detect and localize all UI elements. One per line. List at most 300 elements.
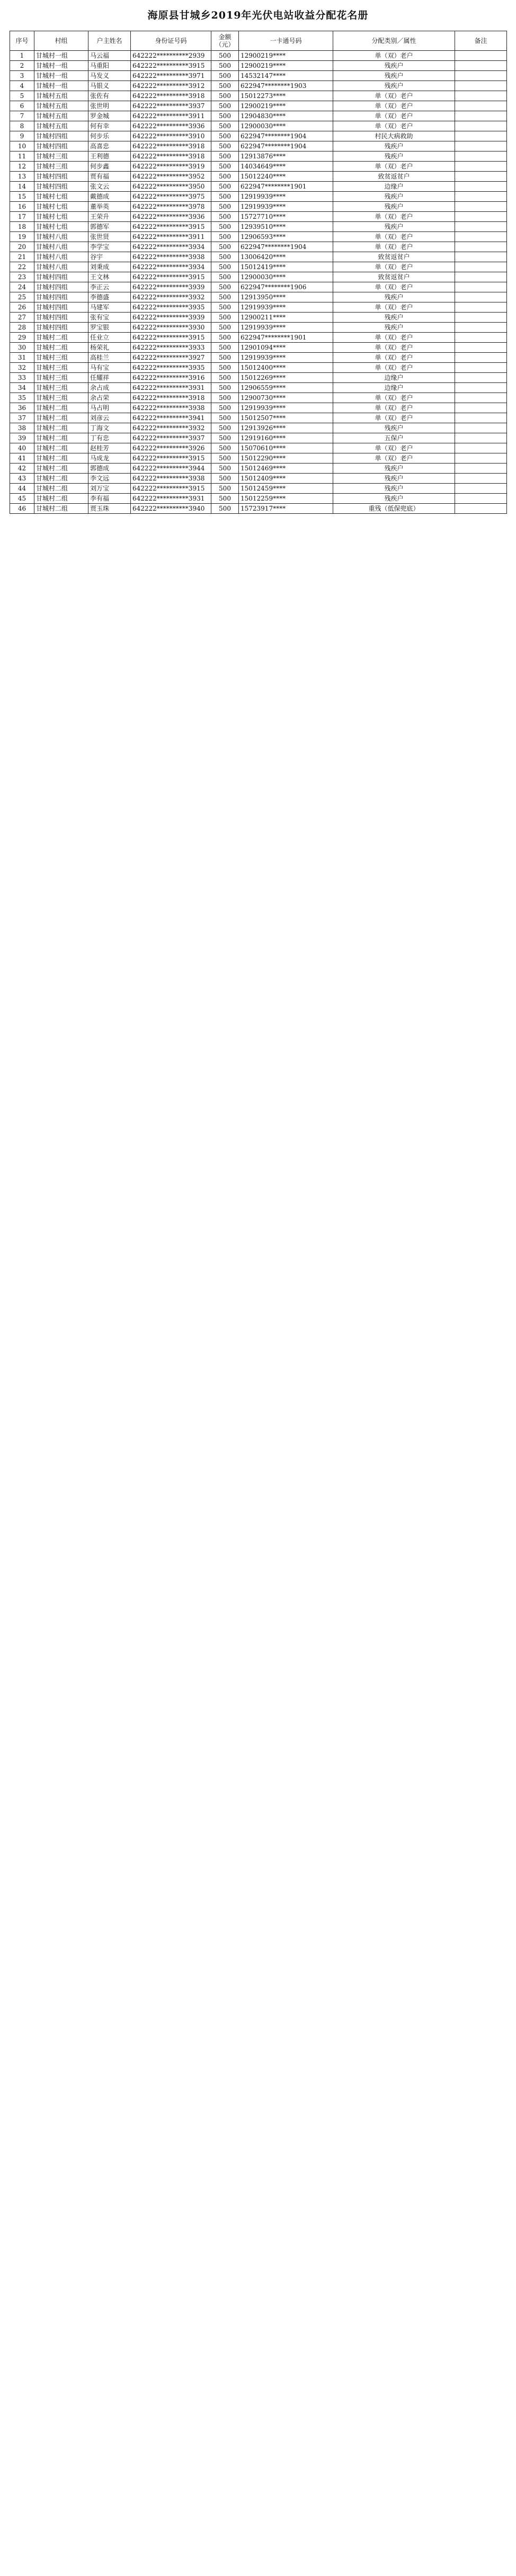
cell-account-number: 12919939**** [239, 403, 333, 413]
cell-no: 25 [10, 292, 34, 302]
cell-id-number: 642222**********3915 [131, 272, 211, 282]
cell-name: 余占荣 [88, 393, 131, 403]
cell-name: 马建军 [88, 302, 131, 313]
cell-village: 甘城村四组 [34, 323, 88, 333]
table-row [10, 272, 507, 282]
cell-no: 46 [10, 504, 34, 514]
cell-note [455, 403, 507, 413]
cell-id-number: 642222**********3935 [131, 302, 211, 313]
cell-note [455, 433, 507, 443]
header-category: 分配类别／属性 [333, 31, 455, 51]
cell-account-number: 15012507**** [239, 413, 333, 423]
cell-name: 刘万宝 [88, 484, 131, 494]
cell-note [455, 383, 507, 393]
cell-account-number: 12913876**** [239, 151, 333, 162]
cell-village: 甘城村五组 [34, 111, 88, 121]
cell-note [455, 292, 507, 302]
cell-category: 致贫返贫户 [333, 252, 455, 262]
cell-village: 甘城村一组 [34, 61, 88, 71]
cell-account-number: 15012459**** [239, 484, 333, 494]
table-row [10, 413, 507, 423]
table-row [10, 192, 507, 202]
cell-account-number: 12900211**** [239, 313, 333, 323]
cell-category: 单（双）老户 [333, 443, 455, 453]
cell-village: 甘城村四组 [34, 272, 88, 282]
cell-id-number: 642222**********3915 [131, 333, 211, 343]
cell-amount: 500 [211, 242, 239, 252]
table-row [10, 383, 507, 393]
cell-category: 单（双）老户 [333, 353, 455, 363]
cell-id-number: 642222**********3936 [131, 212, 211, 222]
cell-name: 赵桂芳 [88, 443, 131, 453]
cell-id-number: 642222**********3940 [131, 504, 211, 514]
cell-no: 7 [10, 111, 34, 121]
cell-amount: 500 [211, 474, 239, 484]
cell-village: 甘城村一组 [34, 81, 88, 91]
cell-id-number: 642222**********3941 [131, 413, 211, 423]
cell-village: 甘城村二组 [34, 453, 88, 463]
cell-name: 何有幸 [88, 121, 131, 131]
cell-note [455, 162, 507, 172]
cell-account-number: 12919939**** [239, 353, 333, 363]
cell-name: 杨荣礼 [88, 343, 131, 353]
cell-id-number: 642222**********3915 [131, 61, 211, 71]
cell-note [455, 242, 507, 252]
cell-name: 马发义 [88, 71, 131, 81]
cell-category: 残疾户 [333, 463, 455, 474]
cell-amount: 500 [211, 333, 239, 343]
cell-category: 单（双）老户 [333, 282, 455, 292]
cell-no: 30 [10, 343, 34, 353]
cell-note [455, 202, 507, 212]
cell-village: 甘城村一组 [34, 71, 88, 81]
cell-amount: 500 [211, 393, 239, 403]
cell-village: 甘城村四组 [34, 131, 88, 141]
cell-amount: 500 [211, 363, 239, 373]
cell-note [455, 353, 507, 363]
cell-account-number: 12913926**** [239, 423, 333, 433]
cell-id-number: 642222**********3939 [131, 313, 211, 323]
cell-id-number: 642222**********3916 [131, 373, 211, 383]
cell-no: 14 [10, 182, 34, 192]
cell-no: 18 [10, 222, 34, 232]
cell-id-number: 642222**********3936 [131, 121, 211, 131]
cell-category: 残疾户 [333, 192, 455, 202]
cell-name: 李文远 [88, 474, 131, 484]
cell-category: 残疾户 [333, 474, 455, 484]
cell-name: 马重阳 [88, 61, 131, 71]
cell-village: 甘城村二组 [34, 433, 88, 443]
cell-category: 单（双）老户 [333, 111, 455, 121]
cell-id-number: 642222**********3910 [131, 131, 211, 141]
cell-account-number: 622947********1904 [239, 242, 333, 252]
cell-name: 丁海文 [88, 423, 131, 433]
table-row [10, 91, 507, 101]
table-row [10, 393, 507, 403]
cell-amount: 500 [211, 302, 239, 313]
cell-no: 24 [10, 282, 34, 292]
cell-id-number: 642222**********3915 [131, 453, 211, 463]
cell-note [455, 91, 507, 101]
cell-amount: 500 [211, 423, 239, 433]
cell-village: 甘城村八组 [34, 252, 88, 262]
cell-note [455, 151, 507, 162]
cell-note [455, 413, 507, 423]
cell-category: 单（双）老户 [333, 393, 455, 403]
cell-amount: 500 [211, 252, 239, 262]
cell-category: 重残（低保兜底） [333, 504, 455, 514]
cell-village: 甘城村五组 [34, 121, 88, 131]
cell-note [455, 373, 507, 383]
cell-village: 甘城村四组 [34, 141, 88, 151]
cell-amount: 500 [211, 202, 239, 212]
cell-village: 甘城村二组 [34, 413, 88, 423]
cell-note [455, 121, 507, 131]
cell-category: 残疾户 [333, 484, 455, 494]
cell-no: 34 [10, 383, 34, 393]
cell-account-number: 14034649**** [239, 162, 333, 172]
cell-id-number: 642222**********3937 [131, 433, 211, 443]
cell-note [455, 172, 507, 182]
table-row [10, 71, 507, 81]
roster-body [10, 51, 507, 514]
cell-id-number: 642222**********3931 [131, 494, 211, 504]
table-row [10, 453, 507, 463]
cell-amount: 500 [211, 162, 239, 172]
cell-no: 27 [10, 313, 34, 323]
cell-note [455, 333, 507, 343]
cell-category: 残疾户 [333, 292, 455, 302]
cell-category: 残疾户 [333, 81, 455, 91]
header-row [10, 31, 507, 51]
cell-name: 张有宝 [88, 313, 131, 323]
cell-no: 12 [10, 162, 34, 172]
cell-category: 单（双）老户 [333, 91, 455, 101]
cell-village: 甘城村四组 [34, 292, 88, 302]
cell-village: 甘城村七组 [34, 222, 88, 232]
cell-account-number: 622947********1901 [239, 182, 333, 192]
cell-amount: 500 [211, 413, 239, 423]
header-name: 户主姓名 [88, 31, 131, 51]
cell-note [455, 463, 507, 474]
cell-village: 甘城村八组 [34, 242, 88, 252]
cell-note [455, 232, 507, 242]
table-row [10, 202, 507, 212]
cell-account-number: 15727710**** [239, 212, 333, 222]
cell-no: 23 [10, 272, 34, 282]
header-village: 村组 [34, 31, 88, 51]
cell-category: 单（双）老户 [333, 51, 455, 61]
cell-village: 甘城村四组 [34, 302, 88, 313]
table-row [10, 403, 507, 413]
cell-note [455, 393, 507, 403]
cell-account-number: 15070610**** [239, 443, 333, 453]
cell-amount: 500 [211, 353, 239, 363]
cell-no: 2 [10, 61, 34, 71]
cell-id-number: 642222**********3930 [131, 323, 211, 333]
cell-account-number: 12919939**** [239, 323, 333, 333]
cell-name: 马银义 [88, 81, 131, 91]
cell-category: 单（双）老户 [333, 212, 455, 222]
table-row [10, 222, 507, 232]
cell-no: 40 [10, 443, 34, 453]
cell-village: 甘城村四组 [34, 182, 88, 192]
page-title: 海原县甘城乡2019年光伏电站收益分配花名册 [147, 10, 369, 21]
cell-category: 单（双）老户 [333, 242, 455, 252]
cell-id-number: 642222**********3911 [131, 111, 211, 121]
cell-amount: 500 [211, 222, 239, 232]
cell-account-number: 12939510**** [239, 222, 333, 232]
cell-account-number: 12900219**** [239, 51, 333, 61]
cell-category: 残疾户 [333, 494, 455, 504]
table-row [10, 182, 507, 192]
cell-name: 何步鑫 [88, 162, 131, 172]
cell-account-number: 15012240**** [239, 172, 333, 182]
cell-note [455, 474, 507, 484]
table-row [10, 313, 507, 323]
cell-amount: 500 [211, 484, 239, 494]
cell-no: 3 [10, 71, 34, 81]
cell-id-number: 642222**********3932 [131, 423, 211, 433]
cell-category: 残疾户 [333, 202, 455, 212]
cell-id-number: 642222**********3938 [131, 474, 211, 484]
cell-account-number: 622947********1904 [239, 131, 333, 141]
cell-village: 甘城村二组 [34, 484, 88, 494]
header-money: 金额（元） [211, 31, 239, 51]
cell-id-number: 642222**********3944 [131, 463, 211, 474]
cell-account-number: 622947********1904 [239, 141, 333, 151]
cell-amount: 500 [211, 141, 239, 151]
cell-name: 任业立 [88, 333, 131, 343]
cell-name: 张世明 [88, 101, 131, 111]
cell-no: 31 [10, 353, 34, 363]
cell-village: 甘城村四组 [34, 313, 88, 323]
cell-amount: 500 [211, 403, 239, 413]
cell-village: 甘城村二组 [34, 423, 88, 433]
cell-category: 单（双）老户 [333, 343, 455, 353]
table-row [10, 323, 507, 333]
cell-note [455, 423, 507, 433]
cell-amount: 500 [211, 282, 239, 292]
cell-no: 38 [10, 423, 34, 433]
cell-no: 45 [10, 494, 34, 504]
cell-village: 甘城村三组 [34, 353, 88, 363]
table-row [10, 282, 507, 292]
cell-amount: 500 [211, 494, 239, 504]
cell-name: 马成龙 [88, 453, 131, 463]
cell-category: 五保户 [333, 433, 455, 443]
cell-note [455, 453, 507, 463]
cell-category: 致贫返贫户 [333, 172, 455, 182]
table-row [10, 252, 507, 262]
cell-note [455, 443, 507, 453]
cell-amount: 500 [211, 272, 239, 282]
cell-name: 贾玉珠 [88, 504, 131, 514]
cell-amount: 500 [211, 262, 239, 272]
cell-village: 甘城村四组 [34, 172, 88, 182]
cell-account-number: 15012419**** [239, 262, 333, 272]
cell-name: 张文云 [88, 182, 131, 192]
cell-amount: 500 [211, 373, 239, 383]
cell-name: 李德盛 [88, 292, 131, 302]
cell-category: 村民大病救助 [333, 131, 455, 141]
cell-no: 26 [10, 302, 34, 313]
cell-name: 郭德军 [88, 222, 131, 232]
cell-id-number: 642222**********3937 [131, 101, 211, 111]
cell-note [455, 192, 507, 202]
cell-account-number: 12900030**** [239, 121, 333, 131]
cell-village: 甘城村二组 [34, 494, 88, 504]
table-row [10, 212, 507, 222]
cell-category: 边缘户 [333, 383, 455, 393]
cell-no: 9 [10, 131, 34, 141]
cell-name: 丁有忠 [88, 433, 131, 443]
cell-name: 刘秉成 [88, 262, 131, 272]
cell-amount: 500 [211, 192, 239, 202]
cell-amount: 500 [211, 121, 239, 131]
cell-village: 甘城村五组 [34, 101, 88, 111]
cell-note [455, 323, 507, 333]
table-row [10, 333, 507, 343]
cell-village: 甘城村二组 [34, 463, 88, 474]
cell-no: 43 [10, 474, 34, 484]
cell-village: 甘城村二组 [34, 403, 88, 413]
cell-id-number: 642222**********2939 [131, 51, 211, 61]
table-row [10, 232, 507, 242]
cell-village: 甘城村七组 [34, 192, 88, 202]
cell-name: 张佐有 [88, 91, 131, 101]
table-row [10, 162, 507, 172]
cell-no: 22 [10, 262, 34, 272]
table-row [10, 504, 507, 514]
cell-village: 甘城村三组 [34, 162, 88, 172]
cell-note [455, 222, 507, 232]
cell-category: 致贫返贫户 [333, 272, 455, 282]
cell-village: 甘城村二组 [34, 504, 88, 514]
cell-note [455, 484, 507, 494]
cell-amount: 500 [211, 433, 239, 443]
cell-note [455, 131, 507, 141]
cell-category: 单（双）老户 [333, 363, 455, 373]
table-row [10, 353, 507, 363]
cell-name: 马有宝 [88, 363, 131, 373]
cell-id-number: 642222**********3931 [131, 383, 211, 393]
cell-village: 甘城村五组 [34, 91, 88, 101]
cell-id-number: 642222**********3934 [131, 262, 211, 272]
cell-id-number: 642222**********3918 [131, 91, 211, 101]
cell-category: 残疾户 [333, 71, 455, 81]
cell-amount: 500 [211, 111, 239, 121]
cell-no: 5 [10, 91, 34, 101]
cell-name: 谷宇 [88, 252, 131, 262]
cell-id-number: 642222**********3952 [131, 172, 211, 182]
cell-id-number: 642222**********3918 [131, 141, 211, 151]
table-row [10, 172, 507, 182]
cell-id-number: 642222**********3915 [131, 222, 211, 232]
cell-no: 28 [10, 323, 34, 333]
cell-account-number: 15723917**** [239, 504, 333, 514]
table-row [10, 463, 507, 474]
cell-note [455, 111, 507, 121]
table-row [10, 292, 507, 302]
cell-id-number: 642222**********3912 [131, 81, 211, 91]
cell-id-number: 642222**********3975 [131, 192, 211, 202]
cell-amount: 500 [211, 172, 239, 182]
cell-id-number: 642222**********3978 [131, 202, 211, 212]
cell-id-number: 642222**********3938 [131, 252, 211, 262]
table-row [10, 262, 507, 272]
cell-name: 何步乐 [88, 131, 131, 141]
cell-category: 单（双）老户 [333, 162, 455, 172]
cell-name: 贾有福 [88, 172, 131, 182]
cell-id-number: 642222**********3971 [131, 71, 211, 81]
cell-name: 戴德成 [88, 192, 131, 202]
cell-village: 甘城村三组 [34, 393, 88, 403]
cell-note [455, 61, 507, 71]
cell-no: 41 [10, 453, 34, 463]
cell-no: 44 [10, 484, 34, 494]
cell-amount: 500 [211, 91, 239, 101]
cell-note [455, 504, 507, 514]
cell-id-number: 642222**********3932 [131, 292, 211, 302]
cell-amount: 500 [211, 383, 239, 393]
cell-note [455, 252, 507, 262]
header-id: 身份证号码 [131, 31, 211, 51]
cell-village: 甘城村三组 [34, 363, 88, 373]
table-row [10, 484, 507, 494]
cell-category: 单（双）老户 [333, 101, 455, 111]
cell-amount: 500 [211, 151, 239, 162]
cell-village: 甘城村三组 [34, 373, 88, 383]
cell-id-number: 642222**********3934 [131, 242, 211, 252]
cell-id-number: 642222**********3926 [131, 443, 211, 453]
cell-no: 33 [10, 373, 34, 383]
cell-name: 李有福 [88, 494, 131, 504]
cell-village: 甘城村七组 [34, 202, 88, 212]
cell-account-number: 12913950**** [239, 292, 333, 302]
cell-id-number: 642222**********3938 [131, 403, 211, 413]
cell-account-number: 12919160**** [239, 433, 333, 443]
cell-name: 罗宝银 [88, 323, 131, 333]
cell-name: 罗金城 [88, 111, 131, 121]
table-row [10, 494, 507, 504]
cell-category: 单（双）老户 [333, 302, 455, 313]
cell-village: 甘城村一组 [34, 51, 88, 61]
cell-village: 甘城村二组 [34, 343, 88, 353]
cell-category: 单（双）老户 [333, 453, 455, 463]
cell-account-number: 15012269**** [239, 373, 333, 383]
cell-category: 单（双）老户 [333, 333, 455, 343]
table-row [10, 111, 507, 121]
cell-account-number: 15012400**** [239, 363, 333, 373]
cell-amount: 500 [211, 323, 239, 333]
cell-no: 15 [10, 192, 34, 202]
cell-note [455, 272, 507, 282]
cell-account-number: 12900730**** [239, 393, 333, 403]
cell-name: 王荣升 [88, 212, 131, 222]
table-row [10, 151, 507, 162]
cell-category: 残疾户 [333, 423, 455, 433]
cell-no: 32 [10, 363, 34, 373]
cell-note [455, 343, 507, 353]
cell-no: 13 [10, 172, 34, 182]
cell-amount: 500 [211, 71, 239, 81]
cell-account-number: 622947********1901 [239, 333, 333, 343]
cell-no: 29 [10, 333, 34, 343]
cell-id-number: 642222**********3911 [131, 232, 211, 242]
cell-note [455, 81, 507, 91]
cell-account-number: 15012273**** [239, 91, 333, 101]
